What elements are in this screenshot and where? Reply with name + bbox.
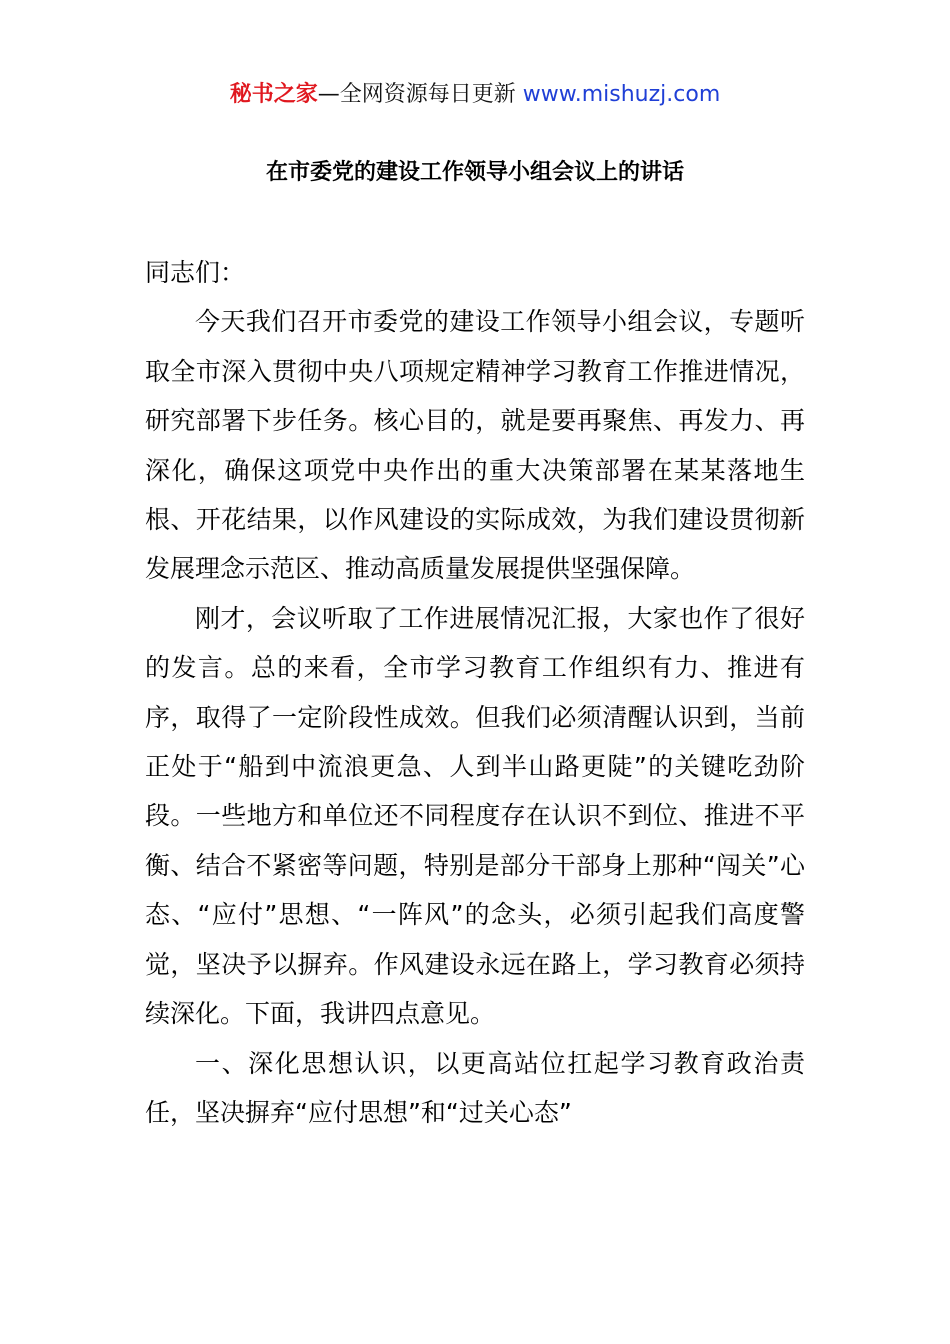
header-tagline: —全网资源每日更新 bbox=[317, 82, 516, 107]
document-title: 在市委党的建设工作领导小组会议上的讲话 bbox=[265, 160, 684, 185]
site-header bbox=[0, 78, 950, 112]
brand-name: 秘书之家 bbox=[229, 82, 318, 107]
document-body bbox=[145, 248, 805, 1137]
paragraph-intro: 今天我们召开市委党的建设工作领导小组会议，专题听取全市深入贯彻中央八项规定精神学习教育工作推进情况，研究部署下步任务。核心目的，就是要再聚焦、再发力、再深化，确保这项党中央作出的重大决策部署在某某落地生根、开花结果，以作风建设的实际成效，为我们建设贯彻新发展理念示范区、推动高质量发展提供坚强保障。 bbox=[145, 307, 805, 584]
paragraph-assessment: 刚才，会议听取了工作进展情况汇报，大家也作了很好的发言。总的来看，全市学习教育工作组织有力、推进有序，取得了一定阶段性成效。但我们必须清醒认识到，当前正处于“船到中流浪更急、人到半山路更陡”的关键吃劲阶段。一些地方和单位还不同程度存在认识不到位、推进不平衡、结合不紧密等问题，特别是部分干部身上那种“闯关”心态、“应付”思想、“一阵风”的念头，必须引起我们高度警觉，坚决予以摒弃。作风建设永远在路上，学习教育必须持续深化。下面，我讲四点意见。 bbox=[145, 603, 805, 1029]
salutation: 同志们： bbox=[145, 258, 246, 287]
site-url: www.mishuzj.com bbox=[515, 82, 721, 107]
section-heading-1: 一、深化思想认识，以更高站位扛起学习教育政治责任，坚决摒弃“应付思想”和“过关心态” bbox=[145, 1048, 805, 1127]
